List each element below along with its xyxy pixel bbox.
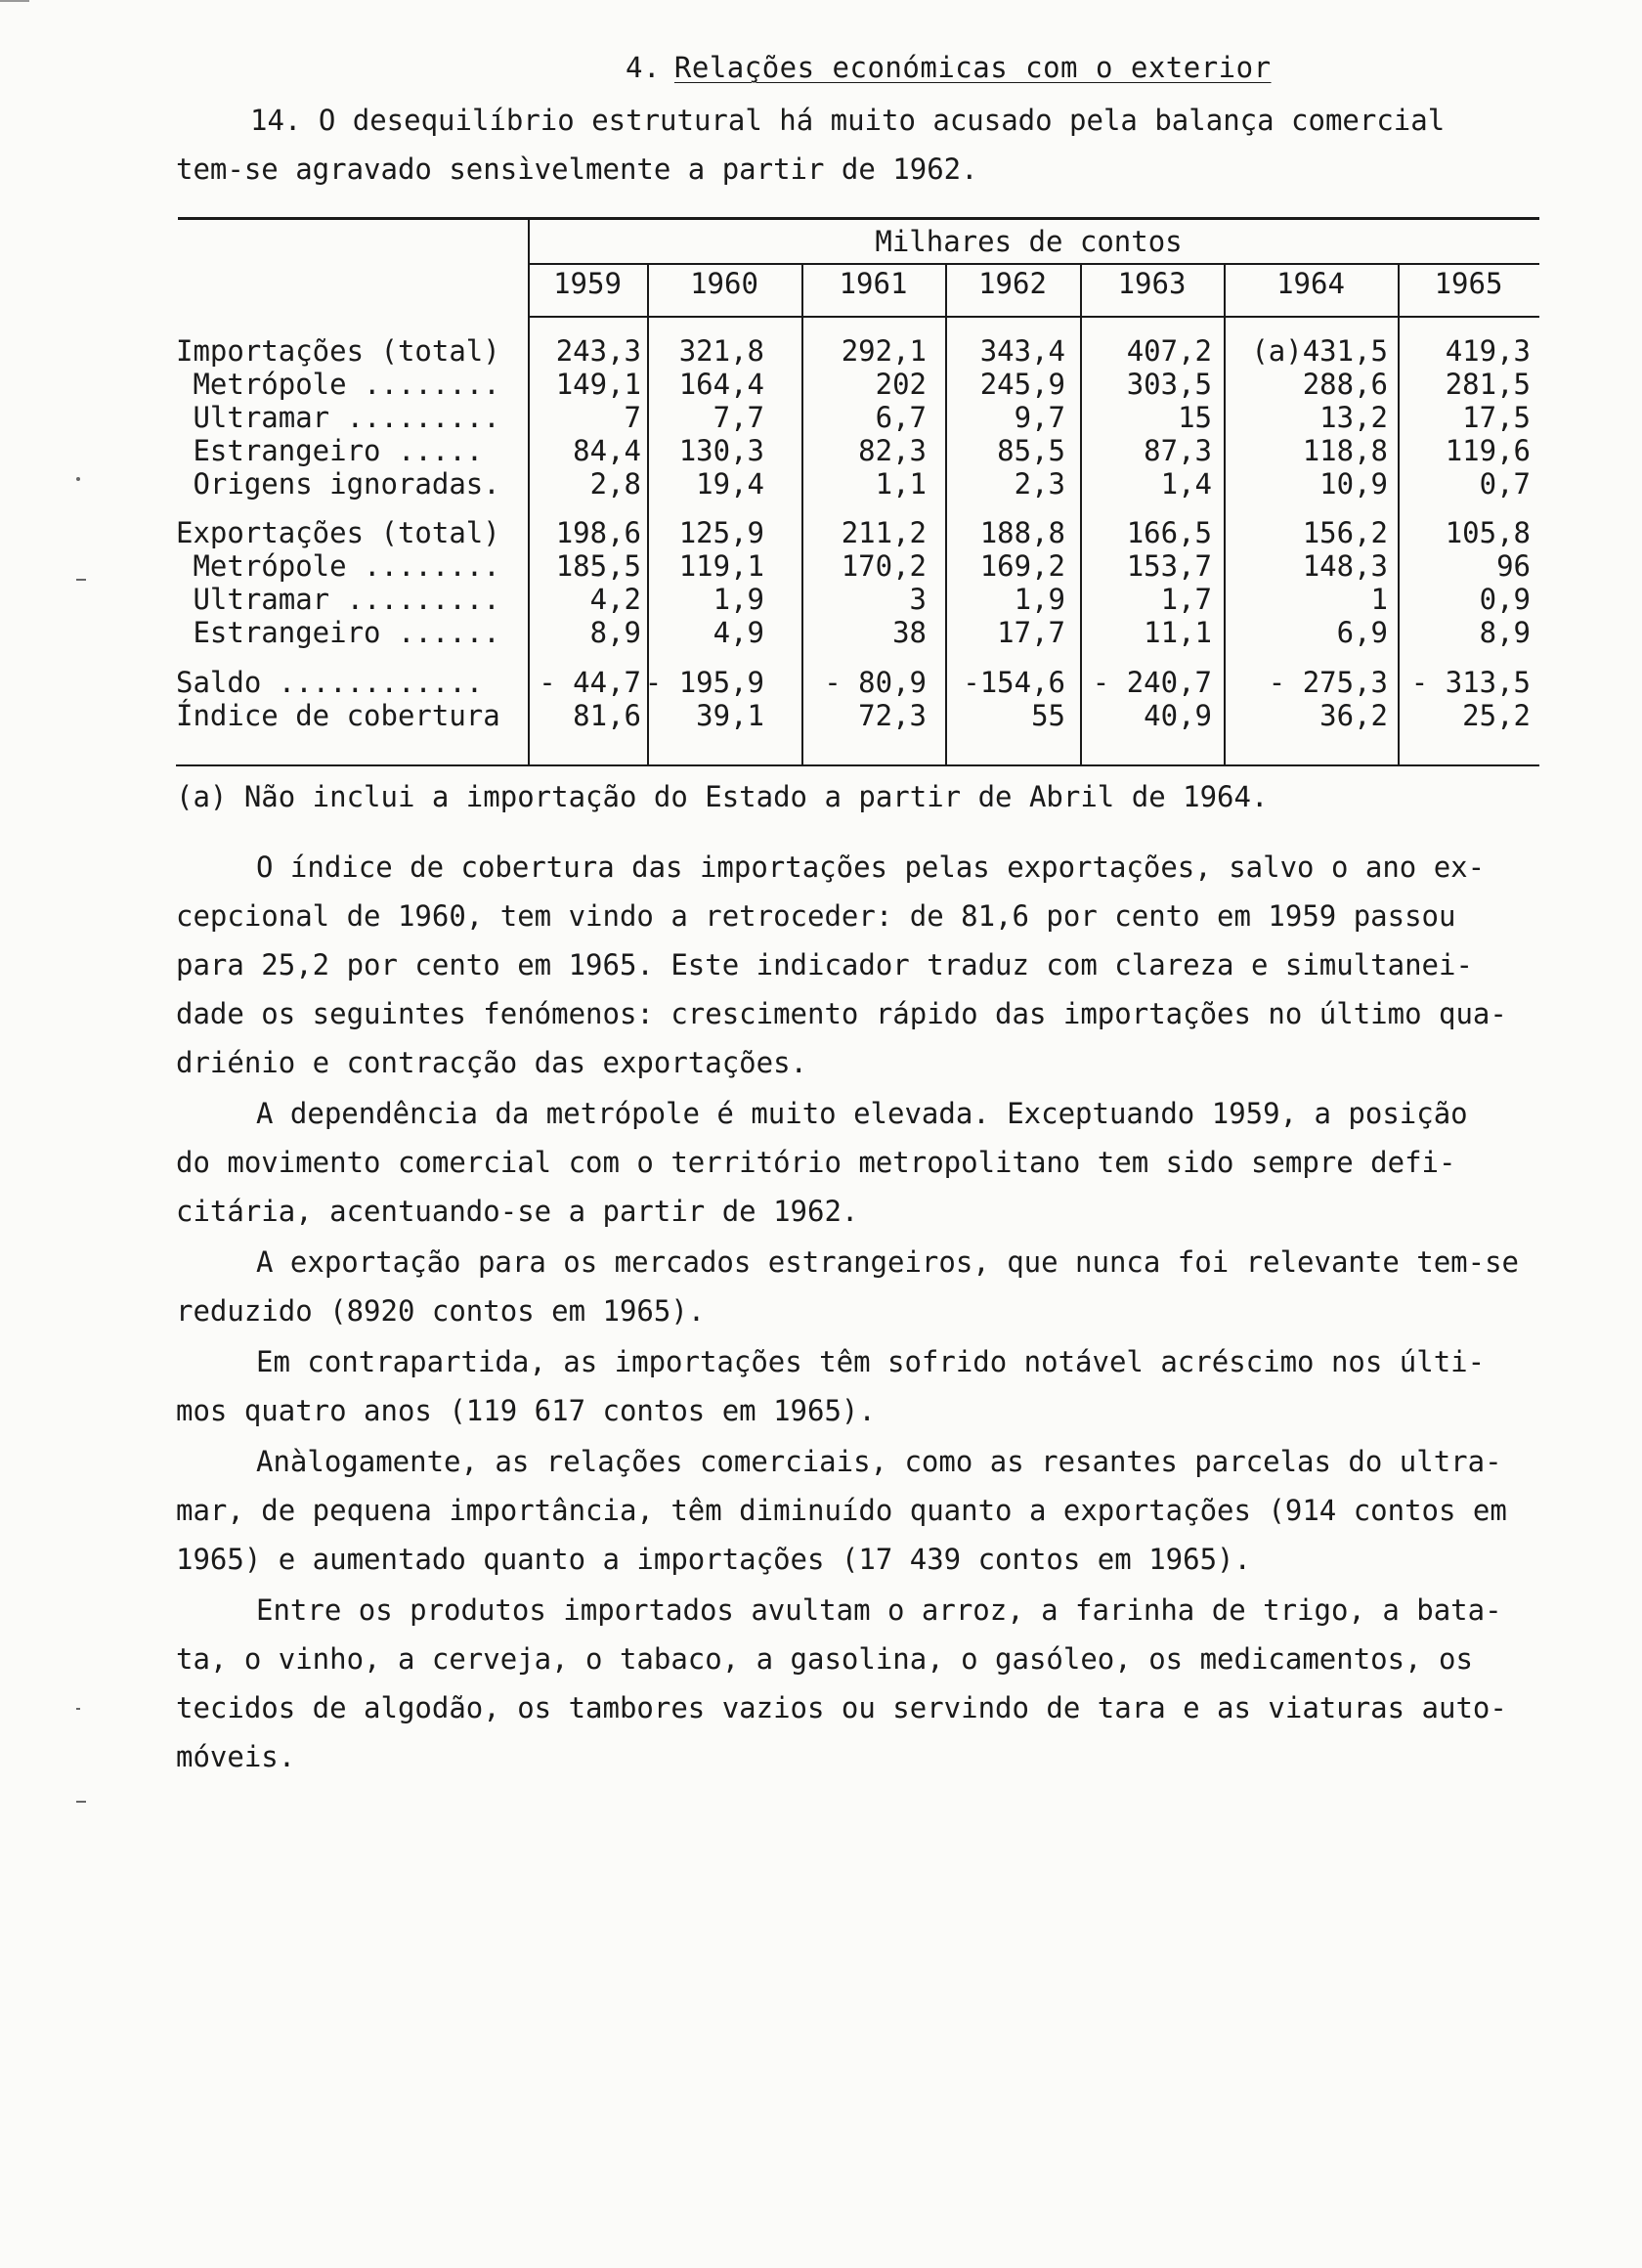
table-cell: 96 [1496,549,1531,583]
section-title: Relações económicas com o exterior [673,51,1272,84]
table-cell: 38 [892,616,927,649]
table-footnote: (a) Não inclui a importação do Estado a partir de Abril de 1964. [176,780,1269,813]
table-cell: 15 [1178,401,1212,434]
table-cell: 19,4 [696,467,764,501]
paragraph-line: Em contrapartida, as importações têm sofrido notável acréscimo nos últi- [256,1345,1486,1378]
paragraph [176,1337,1564,1435]
table-cell: 198,6 [555,516,641,549]
paragraph [176,1089,1564,1236]
row-label: Exportações (total) [176,516,500,549]
row-label: Índice de cobertura [176,699,500,732]
table-cell: 7,7 [713,401,764,434]
table-cell: 156,2 [1302,516,1388,549]
paragraph-line: móveis. [176,1740,296,1773]
table-cell: - 80,9 [824,666,927,699]
table-cell: 85,5 [997,434,1065,467]
paragraph-line: para 25,2 por cento em 1965. Este indicador traduz com clareza e simultanei- [176,948,1473,981]
paragraph-line: Entre os produtos importados avultam o arroz, a farinha de trigo, a bata- [256,1593,1502,1627]
paragraph-line: mar, de pequena importância, têm diminuído quanto a exportações (914 contos em [176,1494,1507,1527]
table-cell: 40,9 [1144,699,1212,732]
table-cell: 4,2 [589,583,641,616]
intro-line-1: 14. O desequilíbrio estrutural há muito acusado pela balança comercial [250,104,1446,137]
paragraph [176,1586,1564,1781]
year-header: 1959 [553,267,622,300]
table-cell: 55 [1031,699,1065,732]
table-cell: 7 [624,401,641,434]
year-header: 1962 [978,267,1047,300]
paragraph [176,1238,1564,1335]
table-cell: 1,7 [1160,583,1212,616]
table-cell: - 313,5 [1410,666,1531,699]
table-cell: 164,4 [678,368,764,401]
table-cell: 288,6 [1302,368,1388,401]
row-label: Estrangeiro ..... [176,434,484,467]
intro-line-2: tem-se agravado sensìvelmente a partir de 1962. [176,153,978,186]
row-label: Origens ignoradas. [176,467,500,501]
table-column-divider [945,263,947,764]
table-top-rule [178,217,1539,220]
table-cell: 4,9 [713,616,764,649]
margin-mark [76,477,80,481]
table-cell: 243,3 [555,334,641,368]
table-cell: 8,9 [589,616,641,649]
paragraph-line: mos quatro anos (119 617 contos em 1965). [176,1394,876,1427]
paragraph-line: 1965) e aumentado quanto a importações (17 439 contos em 1965). [176,1543,1251,1576]
paragraph-line: reduzido (8920 contos em 1965). [176,1294,706,1328]
table-cell: 148,3 [1302,549,1388,583]
row-label: Saldo ............ [176,666,484,699]
table-cell: 39,1 [696,699,764,732]
table-cell: (a)431,5 [1251,334,1388,368]
table-cell: 419,3 [1445,334,1531,368]
paragraph-line: citária, acentuando-se a partir de 1962. [176,1195,859,1228]
table-subheader-rule [528,263,1539,265]
paragraph-line: O índice de cobertura das importações pelas exportações, salvo o ano ex- [256,850,1486,884]
table-cell: 1,4 [1160,467,1212,501]
table-cell: 125,9 [678,516,764,549]
table-cell: 0,7 [1479,467,1531,501]
table-cell: 6,7 [875,401,927,434]
body-text [176,843,1564,1781]
margin-mark [76,1708,80,1710]
table-cell: 17,5 [1462,401,1531,434]
table-cell: 211,2 [841,516,927,549]
table-cell: 185,5 [555,549,641,583]
table-group-header: Milhares de contos [875,225,1183,258]
paragraph [176,1437,1564,1584]
paragraph-line: A dependência da metrópole é muito elevada. Exceptuando 1959, a posição [256,1097,1468,1130]
paragraph-line: ta, o vinho, a cerveja, o tabaco, a gasolina, o gasóleo, os medicamentos, os [176,1642,1473,1676]
table-cell: 87,3 [1144,434,1212,467]
table-column-divider [1080,263,1082,764]
table-cell: 13,2 [1319,401,1388,434]
paragraph-line: dade os seguintes fenómenos: crescimento rápido das importações no último qua- [176,997,1507,1030]
table-cell: -154,6 [963,666,1065,699]
table-cell: 36,2 [1319,699,1388,732]
table-bottom-rule [176,764,1539,766]
table-cell: 84,4 [573,434,641,467]
row-label: Metrópole ........ [176,549,500,583]
table-cell: 105,8 [1445,516,1531,549]
table-cell: 292,1 [841,334,927,368]
table-cell: 81,6 [573,699,641,732]
table-cell: 119,1 [678,549,764,583]
section-number: 4. [626,51,661,84]
table-cell: 118,8 [1302,434,1388,467]
table-cell: 82,3 [858,434,927,467]
table-cell: 72,3 [858,699,927,732]
table-cell: 2,3 [1014,467,1065,501]
table-cell: 169,2 [979,549,1065,583]
table-cell: 166,5 [1126,516,1212,549]
table-cell: 170,2 [841,549,927,583]
table-cell: 6,9 [1336,616,1388,649]
year-header: 1965 [1434,267,1503,300]
table-cell: 1,1 [875,467,927,501]
table-cell: 188,8 [979,516,1065,549]
paragraph-line: A exportação para os mercados estrangeiros, que nunca foi relevante tem-se [256,1245,1520,1279]
table-column-divider [1224,263,1226,764]
paragraph-line: driénio e contracção das exportações. [176,1046,808,1079]
table-header-bottom-rule [528,316,1539,318]
table-cell: 130,3 [678,434,764,467]
table-cell: - 44,7 [539,666,641,699]
paragraph-line: cepcional de 1960, tem vindo a retroceder: de 81,6 por cento em 1959 passou [176,899,1456,933]
table-cell: 1,9 [713,583,764,616]
table-cell: 1,9 [1014,583,1065,616]
table-cell: 202 [875,368,927,401]
year-header: 1963 [1117,267,1187,300]
year-header: 1964 [1276,267,1345,300]
table-cell: 343,4 [979,334,1065,368]
table-cell: 17,7 [997,616,1065,649]
table-column-divider [1398,263,1400,764]
year-header: 1961 [839,267,908,300]
paragraph-line: tecidos de algodão, os tambores vazios ou servindo de tara e as viaturas auto- [176,1691,1507,1724]
table-cell: 1 [1370,583,1388,616]
table-cell: 281,5 [1445,368,1531,401]
paragraph-line: do movimento comercial com o território metropolitano tem sido sempre defi- [176,1146,1456,1179]
row-label: Ultramar ......... [176,583,500,616]
table-cell: 149,1 [555,368,641,401]
table-cell: 11,1 [1144,616,1212,649]
table-cell: 245,9 [979,368,1065,401]
table-cell: 3 [909,583,927,616]
row-label: Importações (total) [176,334,500,368]
table-cell: 407,2 [1126,334,1212,368]
table-cell: 321,8 [678,334,764,368]
table-cell: 0,9 [1479,583,1531,616]
row-label: Ultramar ......... [176,401,500,434]
table-cell: 8,9 [1479,616,1531,649]
table-cell: - 240,7 [1092,666,1212,699]
table-cell: - 195,9 [644,666,764,699]
table-cell: 10,9 [1319,467,1388,501]
table-cell: 2,8 [589,467,641,501]
table-cell: 303,5 [1126,368,1212,401]
table-cell: 119,6 [1445,434,1531,467]
table-cell: - 275,3 [1268,666,1388,699]
paragraph-line: Anàlogamente, as relações comerciais, como as resantes parcelas do ultra- [256,1445,1502,1478]
row-label: Estrangeiro ...... [176,616,500,649]
paragraph [176,843,1564,1087]
table-cell: 153,7 [1126,549,1212,583]
margin-mark [76,1801,86,1803]
table-cell: 25,2 [1462,699,1531,732]
margin-mark [76,579,86,581]
year-header: 1960 [690,267,758,300]
trade-table [0,0,1642,782]
table-cell: 9,7 [1014,401,1065,434]
table-column-divider [801,263,803,764]
row-label: Metrópole ........ [176,368,500,401]
